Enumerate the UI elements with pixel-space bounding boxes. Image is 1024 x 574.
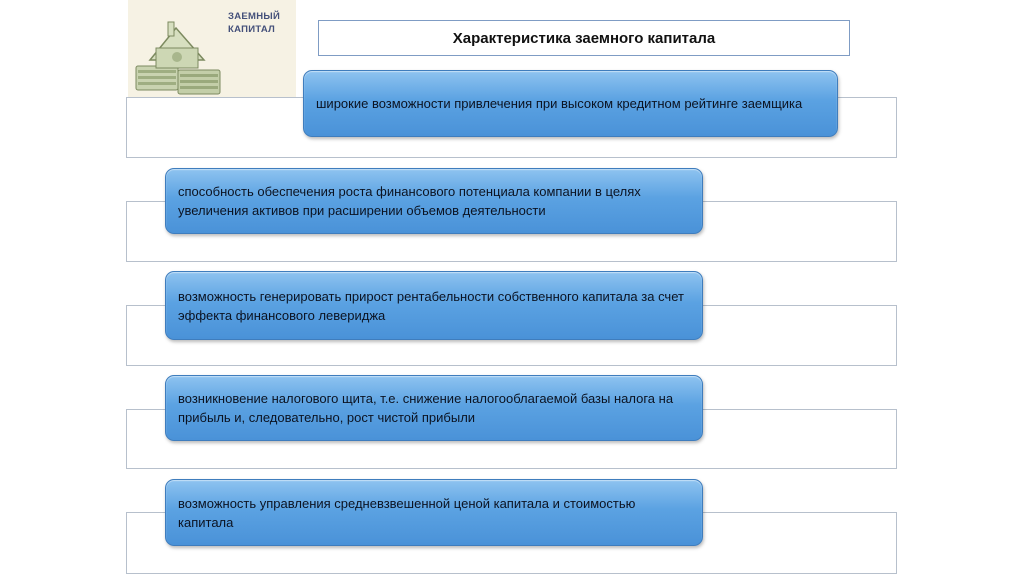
characteristic-item-4: возникновение налогового щита, т.е. снижение налогооблагаемой базы налога на прибыль и, следовательно, рост чистой прибыли bbox=[165, 375, 703, 441]
characteristic-item-3: возможность генерировать прирост рентабельности собственного капитала за счет эффекта финансового левериджа bbox=[165, 271, 703, 340]
characteristic-item-5: возможность управления средневзвешенной ценой капитала и стоимостью капитала bbox=[165, 479, 703, 546]
logo-text bbox=[228, 10, 298, 36]
money-house-icon bbox=[128, 0, 238, 100]
borrowed-capital-logo bbox=[128, 0, 296, 100]
page-title: Характеристика заемного капитала bbox=[318, 20, 850, 56]
characteristic-item-2: способность обеспечения роста финансового потенциала компании в целях увеличения активов при расширении объемов деятельности bbox=[165, 168, 703, 234]
characteristic-item-1: широкие возможности привлечения при высоком кредитном рейтинге заемщика bbox=[303, 70, 838, 137]
logo-line-2: КАПИТАЛ bbox=[228, 24, 276, 35]
logo-line-1: ЗАЕМНЫЙ bbox=[228, 11, 281, 22]
